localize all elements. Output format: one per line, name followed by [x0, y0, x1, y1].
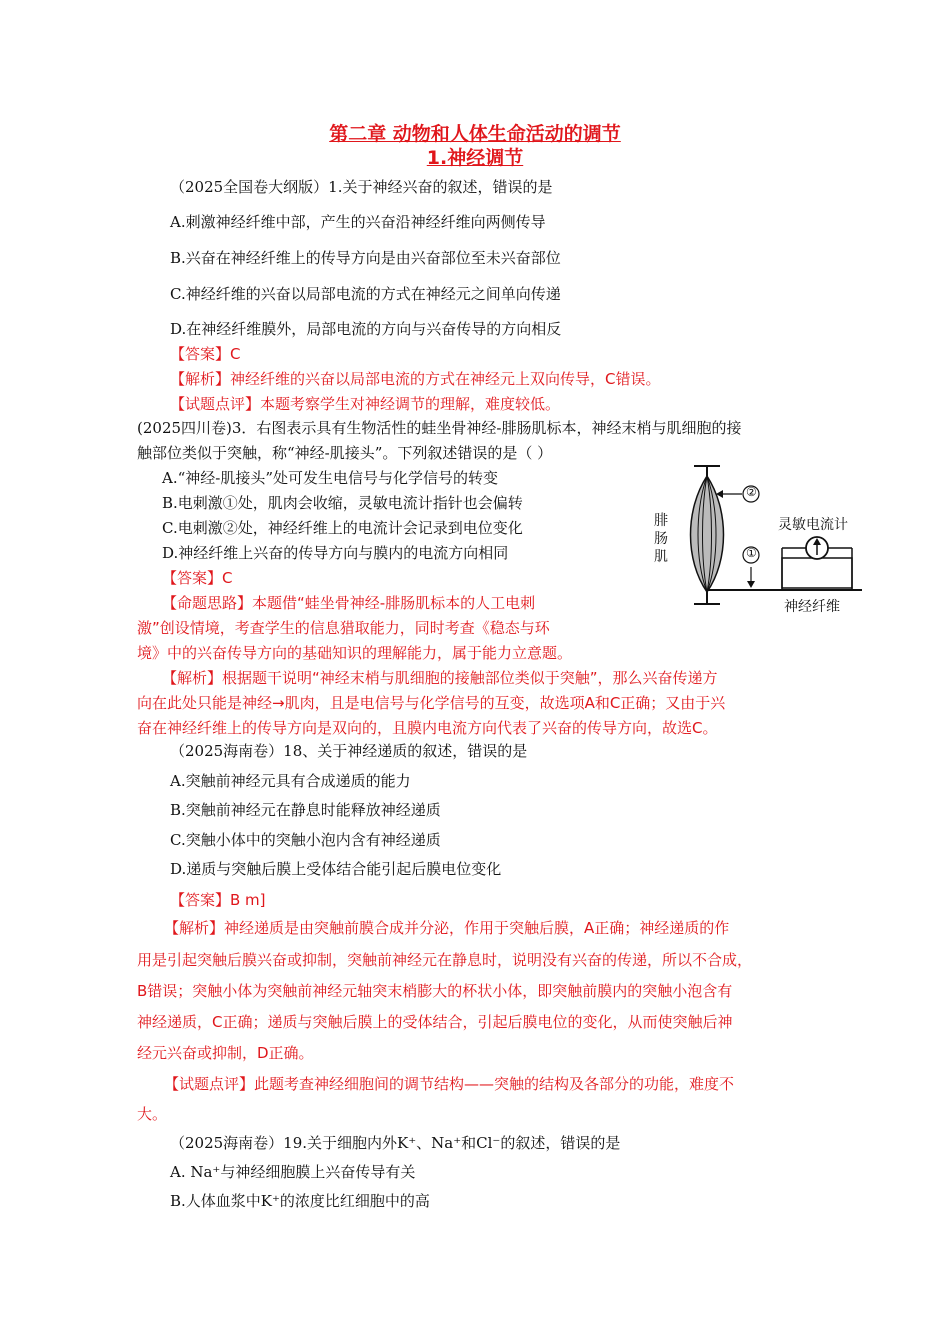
q2-answer: 【答案】C [162, 569, 233, 587]
q4-stem: （2025海南卷）19.关于细胞内外K⁺、Na⁺和Cl⁻的叙述，错误的是 [170, 1134, 621, 1152]
q3-stem: （2025海南卷）18、关于神经递质的叙述，错误的是 [170, 742, 528, 760]
q4-option-b: B.人体血浆中K⁺的浓度比红细胞中的高 [170, 1192, 430, 1210]
q3-option-d: D.递质与突触后膜上受体结合能引起后膜电位变化 [170, 860, 502, 878]
q2-stem-line2: 触部位类似于突触，称“神经-肌接头”。下列叙述错误的是（ ） [137, 444, 553, 462]
q3-comment-line2: 大。 [137, 1105, 168, 1123]
nerve-muscle-figure [650, 460, 870, 620]
q2-option-b: B.电刺激①处，肌肉会收缩，灵敏电流计指针也会偏转 [162, 494, 523, 512]
q2-analysis-line2: 向在此处只能是神经→肌肉，且是电信号与化学信号的互变，故选项A和C正确；又由于兴 [137, 694, 726, 712]
mark-2-label: ② [746, 485, 757, 499]
meter-label: 灵敏电流计 [778, 517, 848, 533]
fiber-label: 神经纤维 [784, 599, 840, 615]
q1-option-d: D.在神经纤维膜外，局部电流的方向与兴奋传导的方向相反 [170, 320, 562, 338]
q3-comment-line1: 【试题点评】此题考查神经细胞间的调节结构——突触的结构及各部分的功能，难度不 [164, 1075, 735, 1093]
q3-analysis-line2: 用是引起突触后膜兴奋或抑制，突触前神经元在静息时，说明没有兴奋的传递，所以不合成， [137, 951, 753, 969]
q2-option-a: A.“神经-肌接头”处可发生电信号与化学信号的转变 [162, 469, 499, 487]
q3-analysis-line4: 神经递质，C正确；递质与突触后膜上的受体结合，引起后膜电位的变化，从而使突触后神 [137, 1013, 733, 1031]
q1-answer: 【答案】C [170, 345, 241, 363]
muscle-label-3: 肌 [654, 549, 668, 565]
q2-idea-line1: 【命题思路】本题借“蛙坐骨神经-腓肠肌标本的人工电刺 [162, 594, 536, 612]
chapter-title: 第二章 动物和人体生命活动的调节 [329, 123, 621, 145]
q2-analysis-line1: 【解析】根据题干说明“神经末梢与肌细胞的接触部位类似于突触”，那么兴奋传递方 [162, 669, 718, 687]
q1-option-b: B.兴奋在神经纤维上的传导方向是由兴奋部位至未兴奋部位 [170, 249, 561, 267]
q3-answer: 【答案】B m] [170, 891, 266, 909]
q2-option-d: D.神经纤维上兴奋的传导方向与膜内的电流方向相同 [162, 544, 509, 562]
muscle-label-2: 肠 [654, 531, 668, 547]
muscle-label-1: 腓 [654, 513, 668, 529]
mark-1-label: ① [746, 546, 757, 560]
q3-analysis-line5: 经元兴奋或抑制，D正确。 [137, 1044, 314, 1062]
q2-stem-line1: (2025四川卷)3．右图表示具有生物活性的蛙坐骨神经-腓肠肌标本，神经末梢与肌细胞的接 [137, 419, 742, 437]
q3-option-a: A.突触前神经元具有合成递质的能力 [170, 772, 411, 790]
q3-option-b: B.突触前神经元在静息时能释放神经递质 [170, 801, 441, 819]
q3-analysis-line3: B错误；突触小体为突触前神经元轴突末梢膨大的杯状小体，即突触前膜内的突触小泡含有 [137, 982, 733, 1000]
q2-idea-line3: 境》中的兴奋传导方向的基础知识的理解能力，属于能力立意题。 [137, 644, 573, 662]
q1-option-c: C.神经纤维的兴奋以局部电流的方式在神经元之间单向传递 [170, 285, 561, 303]
q3-analysis-line1: 【解析】神经递质是由突触前膜合成并分泌，作用于突触后膜，A正确；神经递质的作 [164, 919, 730, 937]
q3-option-c: C.突触小体中的突触小泡内含有神经递质 [170, 831, 441, 849]
q2-option-c: C.电刺激②处，神经纤维上的电流计会记录到电位变化 [162, 519, 523, 537]
section-title: 1.神经调节 [426, 147, 524, 169]
q1-stem: （2025全国卷大纲版）1.关于神经兴奋的叙述，错误的是 [170, 178, 553, 196]
meter-loop [782, 558, 852, 588]
q1-comment: 【试题点评】本题考察学生对神经调节的理解，难度较低。 [170, 395, 561, 413]
q1-option-a: A.刺激神经纤维中部，产生的兴奋沿神经纤维向两侧传导 [170, 213, 546, 231]
q2-idea-line2: 激”创设情境，考查学生的信息猎取能力，同时考查《稳态与环 [137, 619, 550, 637]
q4-option-a: A. Na⁺与神经细胞膜上兴奋传导有关 [170, 1163, 416, 1181]
q1-analysis: 【解析】神经纤维的兴奋以局部电流的方式在神经元上双向传导，C错误。 [170, 370, 661, 388]
q2-analysis-line3: 奋在神经纤维上的传导方向是双向的，且膜内电流方向代表了兴奋的传导方向，故选C。 [137, 719, 718, 737]
